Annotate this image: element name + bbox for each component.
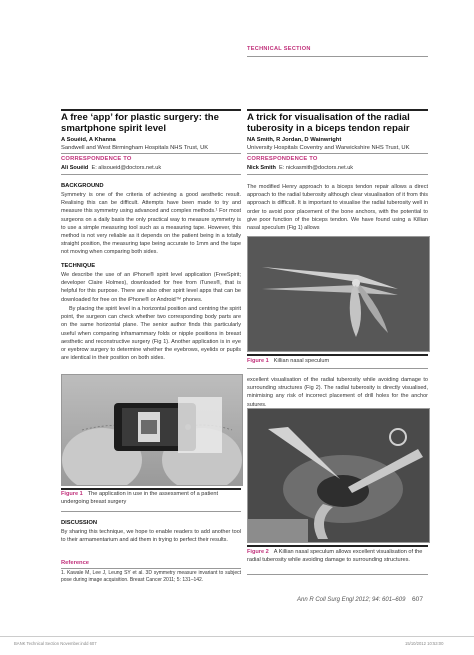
slug-divider (0, 636, 474, 637)
breast-surgery-photo (62, 375, 242, 485)
left-corr-divider (61, 153, 241, 154)
right-figure-1-label: Figure 1 (247, 358, 269, 364)
left-correspondence-head: CORRESPONDENCE TO (61, 156, 132, 162)
technique-paragraph-2: By placing the spirit level in a horizontal position and centring the spirit point, the surgeon can check whether two corresponding body parts are on the same horizontal plane. The senior author finds this particularly useful when comparing inframammary folds or nipple positions in breast aesthetic and reconstructive surgery (Fig 1). Another application is in eye or eyebrow surgery to determine whether the eyebrows, eyelids or pupils are identical in their position on both sides. (61, 306, 241, 362)
right-figure-2-caption-bottom (247, 574, 428, 575)
left-authors: A Souéid, A Khanna (61, 137, 116, 143)
right-correspondence-email[interactable]: E: nickasmith@doctors.net.uk (279, 165, 354, 171)
slug-right: 15/10/2012 10:53:00 (405, 641, 444, 646)
technique-heading: TECHNIQUE (61, 263, 96, 269)
slug-left: BANK Technical Section November.indd 607 (14, 641, 97, 646)
surgery-speculum-photo (248, 409, 429, 542)
right-title-rule (247, 109, 428, 111)
section-label: TECHNICAL SECTION (247, 46, 311, 52)
left-article-title: A free ‘app’ for plastic surgery: the smartphone spirit level (61, 112, 219, 134)
journal-citation: Ann R Coll Surg Engl 2012; 94: 601–609 (297, 597, 406, 603)
technique-paragraph-1: We describe the use of an iPhone® spirit level application (FreeSpirit; developer Claire Holmes), downloaded for free from iTunes®, that is helpful for this purpose. There are also other spirit level apps that can be downloaded for free on the iPhone® or Android™ phones. (61, 272, 241, 303)
left-affiliation: Sandwell and West Birmingham Hospitals NHS Trust, UK (61, 145, 209, 151)
reference-item: 1. Kawale M, Lee J, Leung SY et al. 3D symmetry measure invariant to subject pose during image acquisition. Breast Cancer 2011; 5: 131–142. (61, 570, 241, 583)
right-correspondence (247, 165, 353, 171)
discussion-heading: DISCUSSION (61, 520, 98, 526)
left-figure-caption-rule (61, 488, 241, 490)
left-figure-1-caption-text: The application in use in the assessment of a patient undergoing breast surgery (61, 491, 219, 505)
left-figure-caption-bottom (61, 511, 241, 512)
left-correspondence (61, 165, 161, 171)
right-figure-1-caption (247, 358, 428, 366)
right-figure-2-image (247, 408, 430, 543)
right-figure-2-label: Figure 2 (247, 549, 269, 555)
right-box-bottom (247, 174, 428, 175)
left-figure-1-caption (61, 491, 241, 506)
left-figure-1-image (61, 374, 243, 486)
right-correspondence-name: Nick Smith (247, 165, 276, 171)
left-box-bottom (61, 174, 241, 175)
right-correspondence-head: CORRESPONDENCE TO (247, 156, 318, 162)
page-number: 607 (412, 596, 424, 603)
left-correspondence-email[interactable]: E: alisoueid@doctors.net.uk (91, 165, 162, 171)
right-figure-2-caption (247, 549, 428, 564)
right-mid-paragraph: excellent visualisation of the radial tuberosity while avoiding damage to surrounding structures (Fig 2). The radial tuberosity is directly visualised, minimising any risk of incorrect placement of drill holes for the anchor sutures. (247, 377, 428, 408)
right-authors: NA Smith, R Jordan, D Wainwright (247, 137, 342, 143)
right-article-title: A trick for visualisation of the radial tuberosity in a biceps tendon repair (247, 112, 410, 134)
background-heading: BACKGROUND (61, 183, 104, 189)
left-title-rule (61, 109, 241, 111)
discussion-paragraph: By sharing this technique, we hope to enable readers to add another tool to their armamentarium and aid them in trying to perfect their results. (61, 529, 241, 544)
right-figure-1-caption-bottom (247, 368, 428, 369)
header-divider (247, 56, 428, 57)
right-figure-1-image (247, 236, 430, 352)
left-correspondence-name: Ali Souéid (61, 165, 89, 171)
reference-heading: Reference (61, 560, 90, 566)
reference-divider (61, 568, 241, 569)
right-figure-1-caption-rule (247, 354, 428, 356)
background-paragraph: Symmetry is one of the criteria of achieving a good aesthetic result. Realising this can be difficult. Attempts have been made to try and measure this symmetry using advanced and complex methods.¹ For most surgeons on a daily basis the only practical way to measure symmetry is to use a simple measuring tool such as a measuring tape. However, this method is not very reliable as it depends on the patient being in a totally straight position, the measuring tape being accurate to 1mm and the tape not moving when comparing both sides. (61, 192, 241, 256)
right-intro-paragraph: The modified Henry approach to a biceps tendon repair allows a direct approach to the radial tuberosity although clear visualisation of it from this approach is difficult. It is important to visualise the radial tuberosity well in order to avoid poor placement of the bone anchors, with the potential to give poor function of the biceps tendon. We have found using a Killian nasal speculum (Fig 1) allows (247, 184, 428, 232)
right-figure-1-caption-text: Killian nasal speculum (273, 358, 330, 364)
speculum-photo (248, 237, 429, 351)
right-corr-divider (247, 153, 428, 154)
right-affiliation: University Hospitals Coventry and Warwickshire NHS Trust, UK (247, 145, 410, 151)
right-figure-2-caption-rule (247, 545, 428, 547)
left-figure-1-label: Figure 1 (61, 491, 83, 497)
right-figure-2-caption-text: A Killian nasal speculum allows excellent visualisation of the radial tuberosity while avoiding damage to surrounding structures. (247, 549, 423, 563)
